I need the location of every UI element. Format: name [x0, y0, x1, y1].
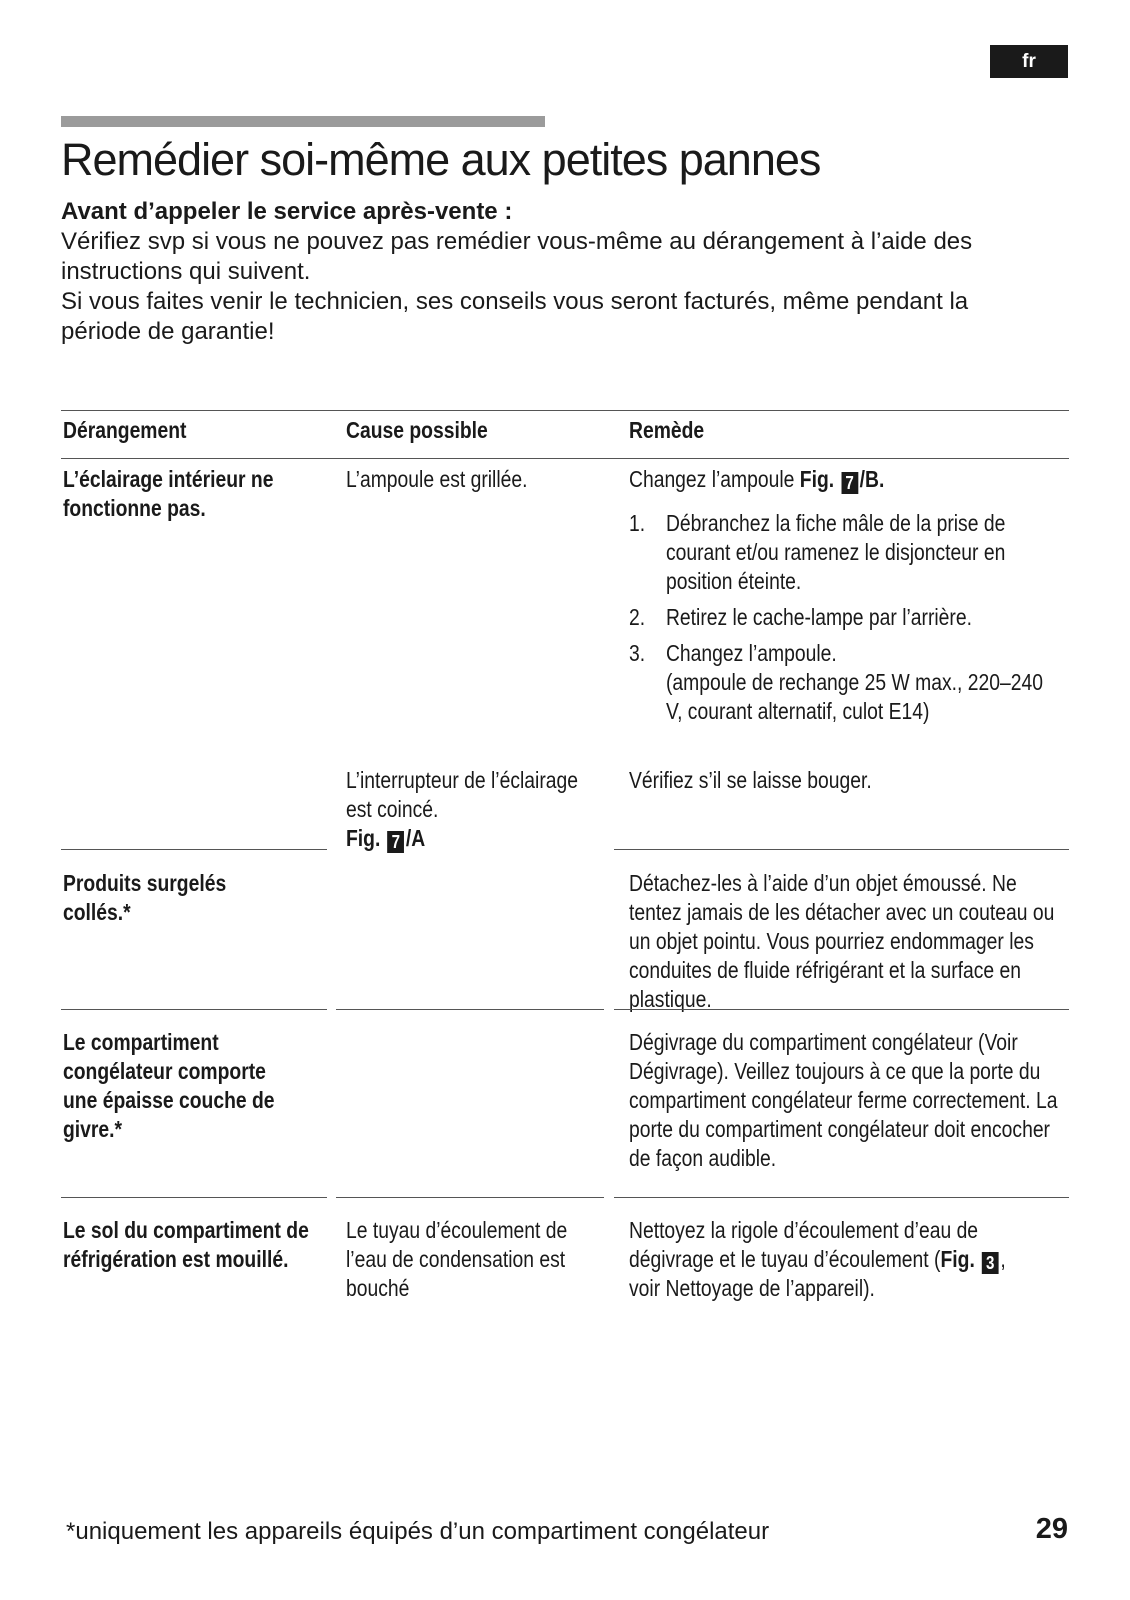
row1-steps	[629, 509, 1057, 733]
step-detail: (ampoule de rechange 25 W max., 220–240 V, courant alternatif, culot E14)	[665, 669, 1043, 724]
cause-text: L’interrupteur de l’éclairage est coincé.	[346, 767, 578, 822]
row-divider	[614, 1197, 1069, 1198]
step-item	[629, 639, 1057, 726]
step-text: Changez l’ampoule.	[665, 640, 837, 666]
row-divider	[336, 1197, 604, 1198]
footnote: *uniquement les appareils équipés d’un compartiment congélateur	[66, 1518, 770, 1545]
fig-suffix: /A	[405, 825, 426, 851]
remedy-text: Changez l’ampoule	[629, 466, 800, 492]
row4-remedy	[629, 1216, 1011, 1303]
figure-number-box: 7	[841, 472, 858, 494]
row-divider	[61, 1009, 327, 1010]
row1-problem: L’éclairage intérieur ne fonctionne pas.	[63, 466, 274, 521]
header-remedy: Remède	[629, 417, 705, 443]
row2-problem: Produits surgelés collés.*	[63, 870, 227, 925]
fig-label: Fig.	[346, 825, 386, 851]
row-divider	[614, 1009, 1069, 1010]
row4-problem: Le sol du compartiment de réfrigération est mouillé.	[63, 1217, 309, 1272]
step-number: 3.	[629, 640, 646, 666]
step-number: 1.	[629, 510, 646, 536]
title-accent-bar	[61, 116, 545, 127]
step-number: 2.	[629, 604, 646, 630]
row1-remedy2: Vérifiez s’il se laisse bouger.	[629, 767, 872, 793]
page-number: 29	[1035, 1513, 1068, 1545]
fig-label: Fig.	[940, 1246, 981, 1272]
step-item	[629, 603, 1057, 632]
remedy-text: , voir Nettoyage de l’appareil).	[629, 1246, 1006, 1301]
row-divider	[61, 849, 327, 850]
table-header	[61, 410, 1069, 459]
remedy-text: Nettoyez la rigole d’écoulement d’eau de dégivrage et le tuyau d’écoulement (	[629, 1217, 979, 1272]
row2-remedy: Détachez-les à l’aide d’un objet émoussé. Ne tentez jamais de les détacher avec un couteau ou un objet pointu. Vous pourriez endommager les conduites de fluide réfrigérant et la surface en plastique.	[629, 870, 1055, 1012]
header-problem: Dérangement	[63, 417, 187, 443]
row-divider	[336, 1009, 604, 1010]
language-badge: fr	[990, 45, 1068, 78]
row4-cause: Le tuyau d’écoulement de l’eau de condensation est bouché	[346, 1217, 568, 1301]
step-text: Retirez le cache-lampe par l’arrière.	[665, 604, 972, 630]
figure-number-box: 3	[982, 1252, 999, 1274]
intro-heading: Avant d’appeler le service après-vente :	[61, 198, 513, 225]
figure-number-box: 7	[387, 831, 404, 853]
row3-problem: Le compartiment congélateur comporte une épaisse couche de givre.*	[63, 1029, 275, 1142]
row1-remedy1	[629, 465, 1057, 494]
header-cause: Cause possible	[346, 417, 488, 443]
step-text: Débranchez la fiche mâle de la prise de courant et/ou ramenez le disjoncteur en position éteinte.	[665, 510, 1006, 594]
row-divider	[614, 849, 1069, 850]
step-item	[629, 509, 1057, 596]
intro-body	[61, 227, 1036, 347]
row1-cause2	[346, 766, 598, 853]
fig-label: Fig.	[799, 466, 840, 492]
page-title: Remédier soi-même aux petites pannes	[61, 134, 821, 185]
intro-paragraph: Si vous faites venir le technicien, ses conseils vous seront facturés, même pendant la période de garantie!	[61, 288, 969, 345]
intro-paragraph: Vérifiez svp si vous ne pouvez pas remédier vous-même au dérangement à l’aide des instructions qui suivent.	[61, 228, 973, 285]
row-divider	[61, 1197, 327, 1198]
row1-cause1: L’ampoule est grillée.	[346, 466, 528, 492]
row3-remedy: Dégivrage du compartiment congélateur (Voir Dégivrage). Veillez toujours à ce que la porte du compartiment congélateur ferme correctement. La porte du compartiment congélateur doit encocher de façon audible.	[629, 1029, 1058, 1171]
fig-suffix: /B.	[859, 466, 885, 492]
